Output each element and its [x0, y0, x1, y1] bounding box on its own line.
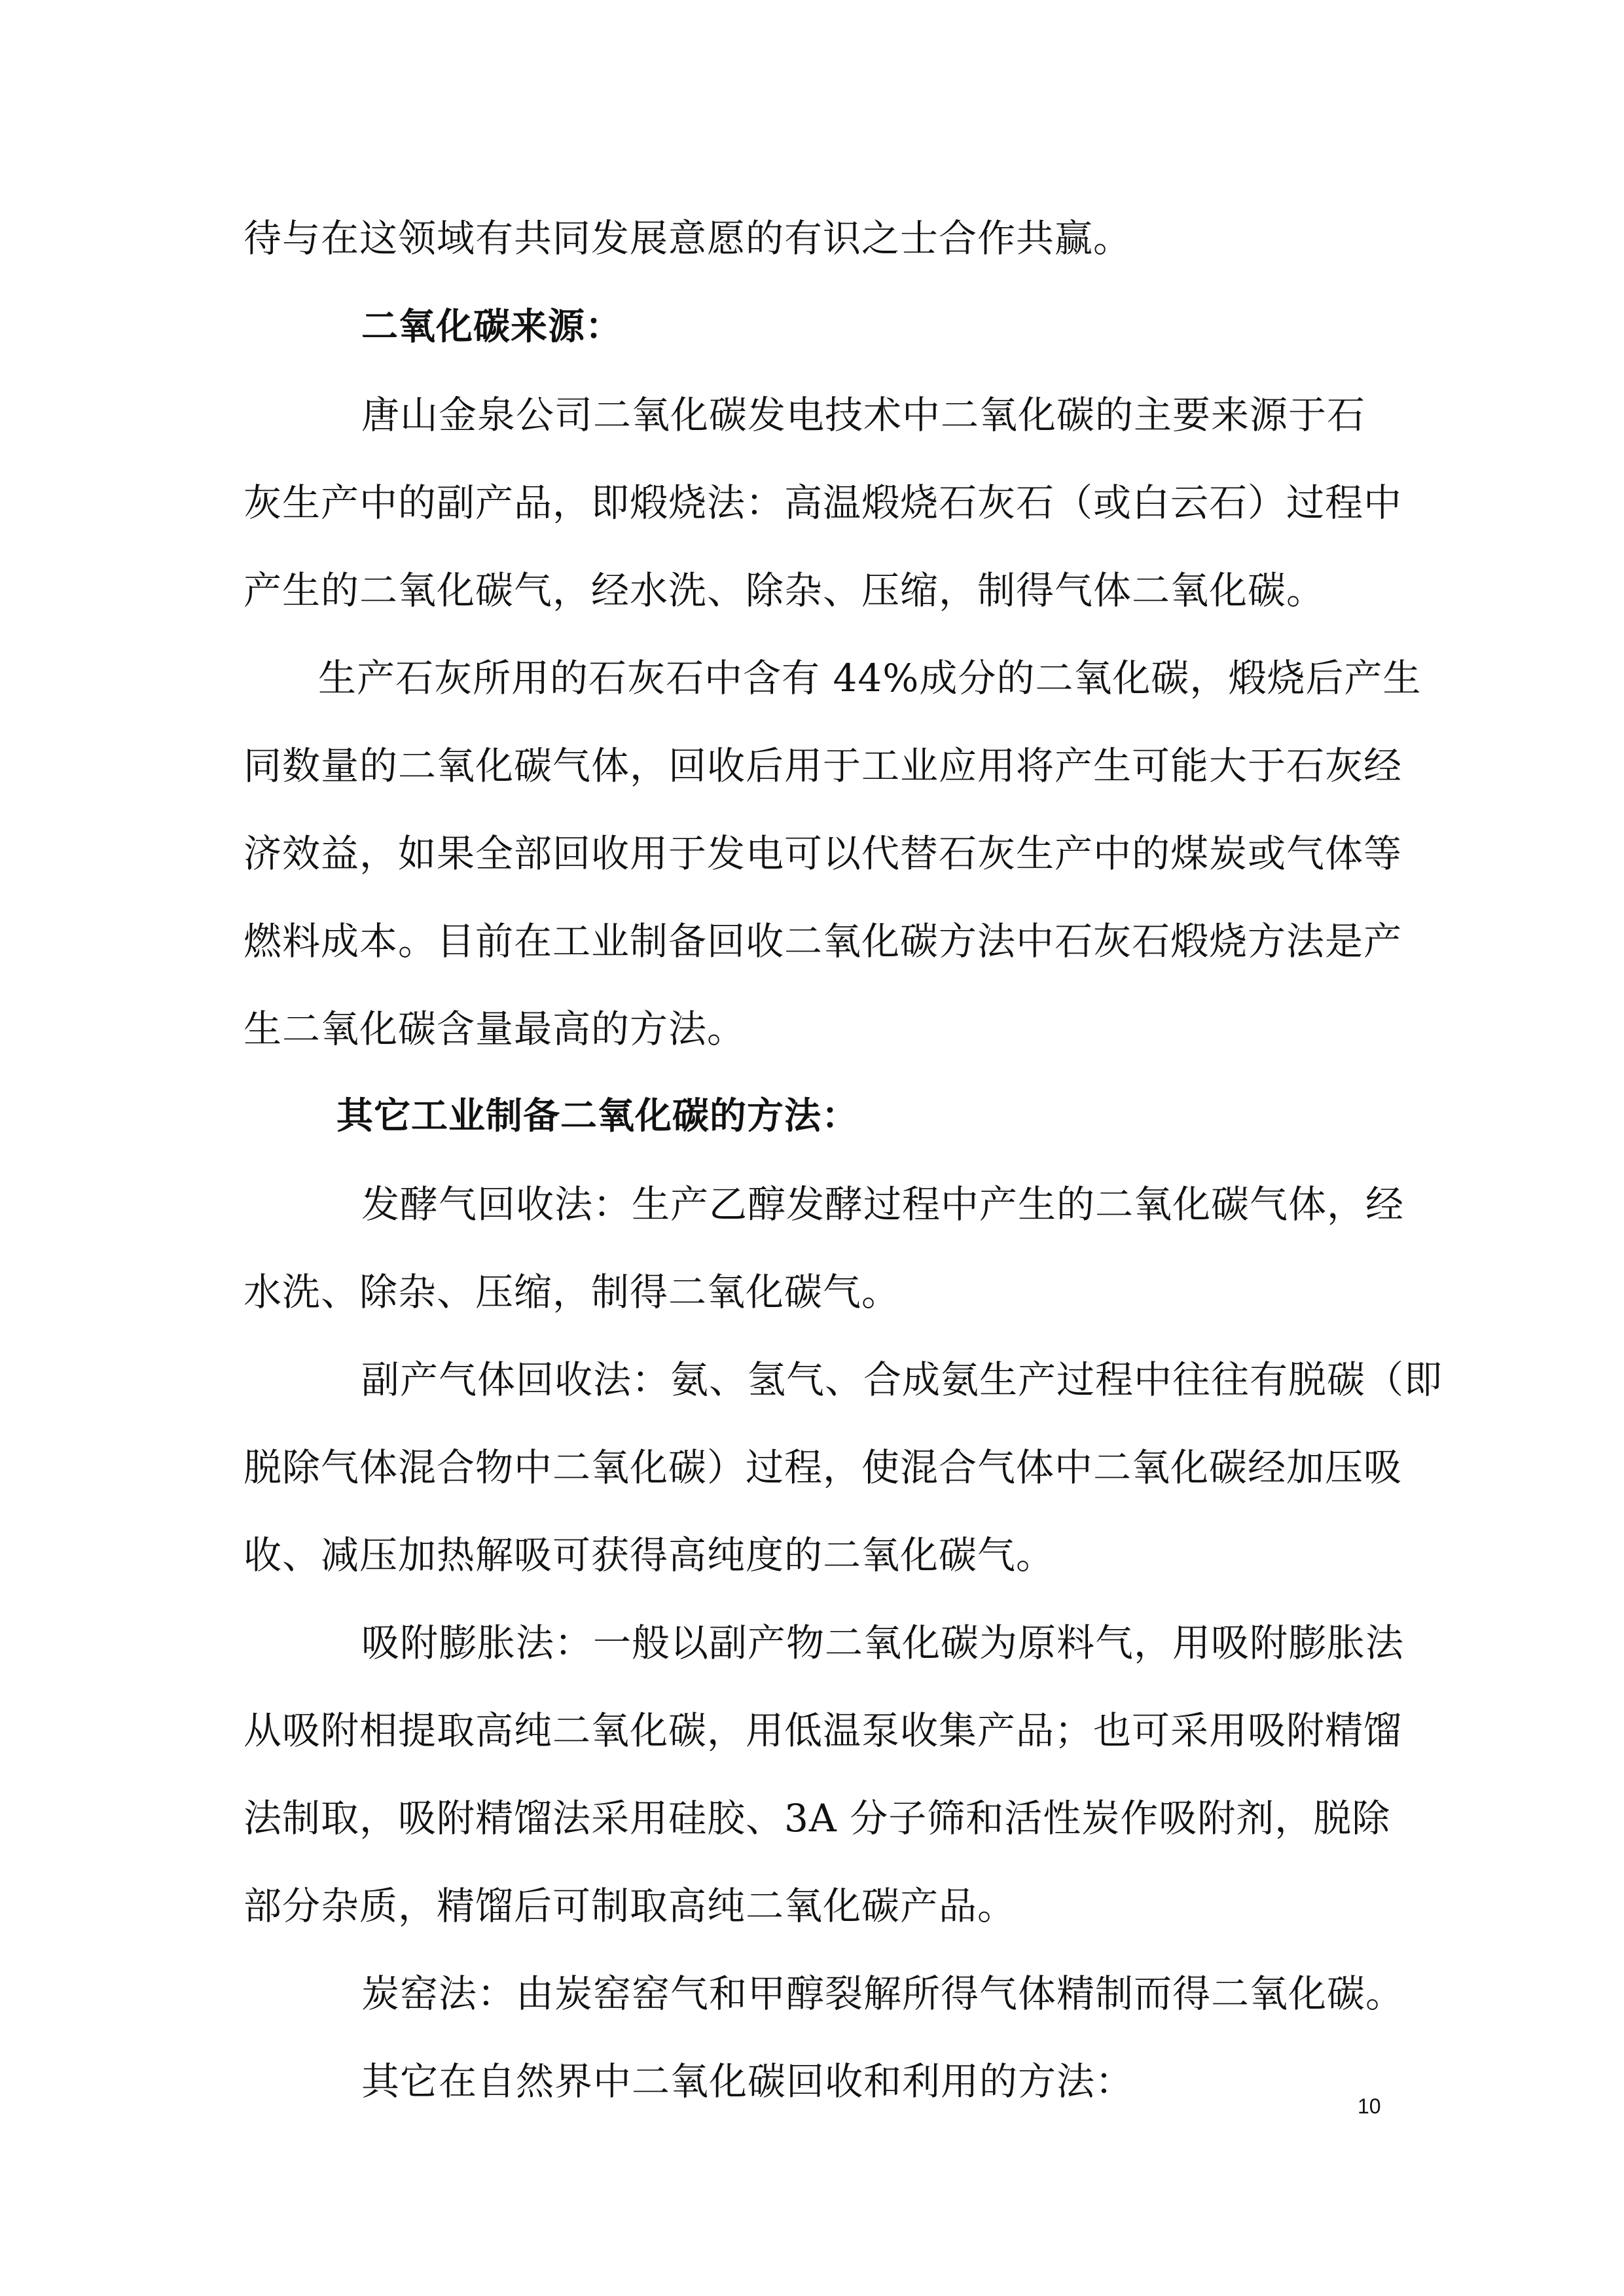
paragraph-line: 脱除气体混合物中二氧化碳）过程，使混合气体中二氧化碳经加压吸: [244, 1445, 1403, 1490]
paragraph-line: 部分杂质，精馏后可制取高纯二氧化碳产品。: [244, 1884, 1017, 1928]
paragraph-line: 待与在这领域有共同发展意愿的有识之士合作共赢。: [244, 216, 1132, 260]
paragraph-line: 法制取，吸附精馏法采用硅胶、3A 分子筛和活性炭作吸附剂，脱除: [244, 1796, 1391, 1840]
paragraph-line: 同数量的二氧化碳气体，回收后用于工业应用将产生可能大于石灰经: [244, 744, 1403, 788]
paragraph-line: 水洗、除杂、压缩，制得二氧化碳气。: [244, 1270, 901, 1314]
section-heading-co2-source: 二氧化碳来源：: [361, 306, 623, 348]
paragraph-line: 济效益，如果全部回收用于发电可以代替石灰生产中的煤炭或气体等: [244, 831, 1403, 876]
paragraph-line: 吸附膨胀法：一般以副产物二氧化碳为原料气，用吸附膨胀法: [361, 1621, 1405, 1665]
paragraph-line: 产生的二氧化碳气，经水洗、除杂、压缩，制得气体二氧化碳。: [244, 568, 1326, 613]
paragraph-line: 唐山金泉公司二氧化碳发电技术中二氧化碳的主要来源于石: [361, 393, 1366, 437]
paragraph-line: 副产气体回收法：氨、氢气、合成氨生产过程中往往有脱碳（即: [361, 1357, 1443, 1402]
section-heading-other-methods: 其它工业制备二氧化碳的方法：: [336, 1095, 859, 1138]
paragraph-line: 其它在自然界中二氧化碳回收和利用的方法：: [361, 2059, 1134, 2104]
paragraph-line: 生产石灰所用的石灰石中含有 44%成分的二氧化碳，煅烧后产生: [318, 656, 1422, 700]
paragraph-line: 发酵气回收法：生产乙醇发酵过程中产生的二氧化碳气体，经: [361, 1182, 1405, 1227]
paragraph-line: 燃料成本。目前在工业制备回收二氧化碳方法中石灰石煅烧方法是产: [244, 919, 1403, 963]
paragraph-line: 炭窑法：由炭窑窑气和甲醇裂解所得气体精制而得二氧化碳。: [361, 1971, 1405, 2016]
page-number: 10: [1358, 2094, 1381, 2118]
paragraph-line: 灰生产中的副产品，即煅烧法：高温煅烧石灰石（或白云石）过程中: [244, 480, 1403, 525]
paragraph-line: 收、减压加热解吸可获得高纯度的二氧化碳气。: [244, 1533, 1055, 1577]
paragraph-line: 从吸附相提取高纯二氧化碳，用低温泵收集产品；也可采用吸附精馏: [244, 1708, 1403, 1753]
paragraph-line: 生二氧化碳含量最高的方法。: [244, 1007, 746, 1051]
